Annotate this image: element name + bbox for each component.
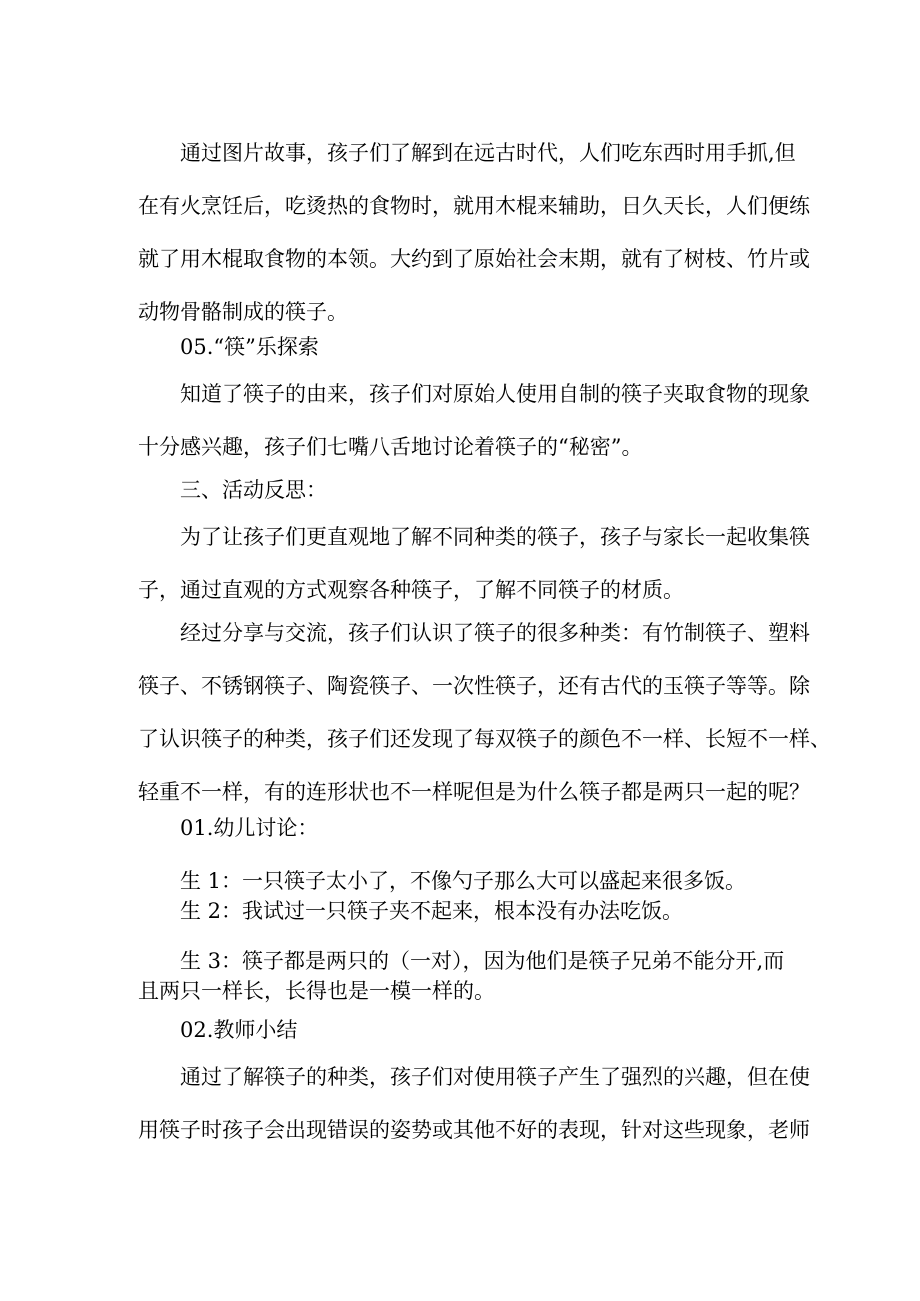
heading-text: 01.幼儿讨论： [180, 816, 319, 840]
section-heading-05 [138, 337, 840, 358]
paragraph-summary [138, 1065, 810, 1142]
student-quotes-1-2 [138, 865, 840, 923]
text-line: 知道了筷子的由来，孩子们对原始人使用自制的筷子夹取食物的现象 [180, 382, 810, 406]
text-line: 用筷子时孩子会出现错误的姿势或其他不好的表现，针对这些现象，老师 [138, 1118, 810, 1142]
student-quote-3 [138, 945, 798, 1003]
paragraph-reflection-1 [138, 525, 810, 602]
text-line: 通过了解筷子的种类，孩子们对使用筷子产生了强烈的兴趣，但在使 [180, 1065, 810, 1089]
paragraph-intro [138, 141, 810, 324]
heading-text: 02.教师小结 [180, 1018, 298, 1042]
text-line: 通过图片故事，孩子们了解到在远古时代，人们吃东西时用手抓,但 [180, 141, 796, 165]
student-quote: 生 1：一只筷子太小了，不像勺子那么大可以盛起来很多饭。 [180, 869, 747, 893]
student-quote: 生 2：我试过一只筷子夹不起来，根本没有办法吃饭。 [180, 899, 684, 923]
text-line: 在有火烹饪后，吃烫热的食物时，就用木棍来辅助，日久天长，人们便练 [138, 194, 810, 218]
student-quote: 生 3：筷子都是两只的（一对），因为他们是筷子兄弟不能分开,而 [180, 949, 785, 973]
subheading-02 [138, 1020, 840, 1041]
text-line: 轻重不一样，有的连形状也不一样呢但是为什么筷子都是两只一起的呢？ [138, 780, 810, 804]
text-line: 了认识筷子的种类，孩子们还发现了每双筷子的颜色不一样、长短不一样、 [138, 727, 831, 751]
text-line: 筷子、不锈钢筷子、陶瓷筷子、一次性筷子，还有古代的玉筷子等等。除 [138, 674, 810, 698]
text-line: 为了让孩子们更直观地了解不同种类的筷子，孩子与家长一起收集筷 [180, 525, 810, 549]
text-line: 十分感兴趣，孩子们七嘴八舌地讨论着筷子的“秘密”。 [138, 435, 643, 459]
heading-text: 05.“筷”乐探索 [180, 335, 319, 359]
student-quote: 且两只一样长，长得也是一模一样的。 [138, 979, 495, 1003]
text-line: 动物骨骼制成的筷子。 [138, 300, 348, 324]
text-line: 经过分享与交流，孩子们认识了筷子的很多种类：有竹制筷子、塑料 [180, 621, 810, 645]
paragraph-reflection-2 [138, 621, 831, 804]
paragraph-explore [138, 382, 810, 459]
text-line: 子，通过直观的方式观察各种筷子，了解不同筷子的材质。 [138, 578, 684, 602]
section-heading-reflection [138, 480, 840, 501]
subheading-01 [138, 818, 840, 839]
text-line: 就了用木棍取食物的本领。大约到了原始社会末期，就有了树枝、竹片或 [138, 247, 810, 271]
heading-text: 三、活动反思： [180, 478, 327, 502]
